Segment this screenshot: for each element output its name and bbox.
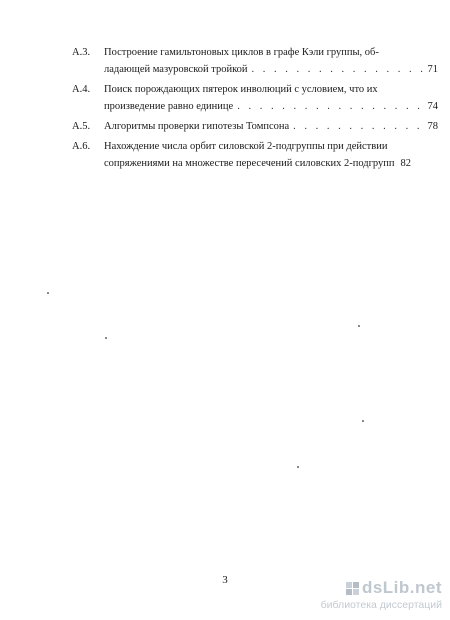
toc-entry-page: 78 <box>427 121 438 132</box>
toc-entry-title-line: Построение гамильтоновых циклов в графе Кэли группы, об- <box>104 47 379 58</box>
watermark <box>321 578 442 611</box>
toc-entry-page: 71 <box>427 64 438 75</box>
toc-entry-number: A.3. <box>72 47 91 58</box>
scan-speck <box>297 466 299 468</box>
dot-leader <box>252 61 424 78</box>
toc-entry-number: A.6. <box>72 141 91 152</box>
watermark-subtitle: библиотека диссертаций <box>320 599 442 611</box>
scan-speck <box>358 325 360 327</box>
table-of-contents <box>72 44 438 175</box>
toc-entry <box>72 81 438 115</box>
toc-entry-title-line: Поиск порождающих пятерок инволюций с условием, что их <box>104 84 378 95</box>
watermark-brand: dsLib.net <box>361 578 442 597</box>
toc-entry-number: A.5. <box>72 121 91 132</box>
dot-leader <box>293 118 423 135</box>
scan-speck <box>105 337 107 339</box>
toc-entry-title-line: произведение равно единице <box>104 101 234 112</box>
scan-speck <box>362 420 364 422</box>
toc-entry-title-line: сопряжениями на множестве пересечений силовских 2-подгрупп <box>104 158 395 169</box>
toc-entry-title-line: Нахождение числа орбит силовской 2-подгруппы при действии <box>104 141 388 152</box>
toc-entry <box>72 118 438 135</box>
toc-entry <box>72 138 438 172</box>
toc-entry-page: 82 <box>400 158 412 169</box>
page-number: 3 <box>222 574 228 586</box>
toc-entry-title-line: Алгоритмы проверки гипотезы Томпсона <box>104 121 290 132</box>
toc-entry-number: A.4. <box>72 84 91 95</box>
toc-entry <box>72 44 438 78</box>
dot-leader <box>237 98 423 115</box>
scan-speck <box>47 292 49 294</box>
toc-entry-page: 74 <box>427 101 438 112</box>
toc-entry-title-line: ладающей мазуровской тройкой <box>104 64 248 75</box>
dslib-logo-icon <box>346 582 359 595</box>
